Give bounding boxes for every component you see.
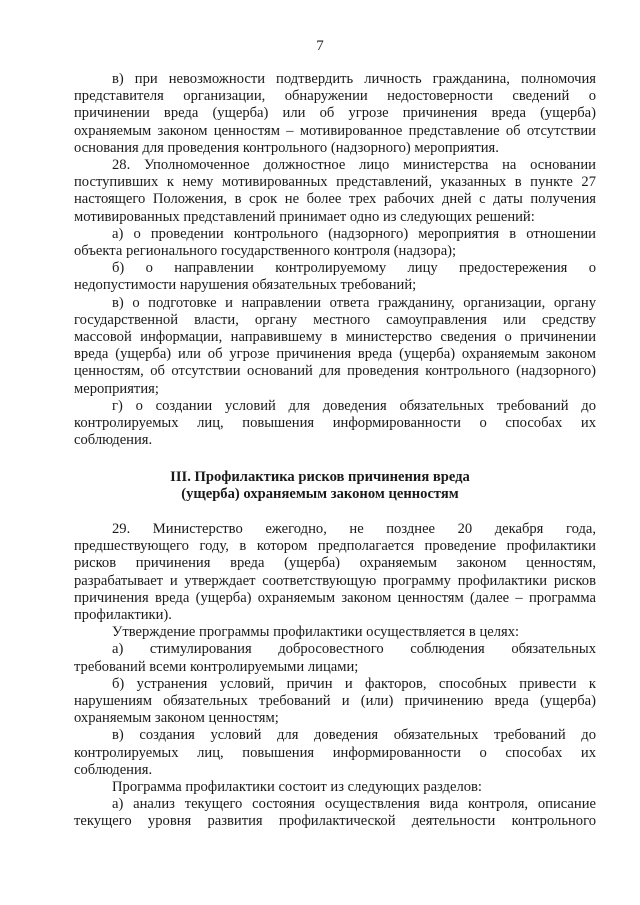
text-line: а) стимулирования добросовестного соблюдения обязательных <box>112 641 596 658</box>
text-line: соблюдения. <box>74 432 153 449</box>
text-line: в) создания условий для доведения обязательных требований до <box>112 727 596 744</box>
text-line: поступивших к нему мотивированных представлений, указанных в пункте 27 <box>74 174 596 191</box>
text-line: г) о создании условий для доведения обязательных требований до <box>112 397 596 414</box>
text-line: ценностям, об отсутствии оснований для проведения контрольного (надзорного) <box>74 363 596 380</box>
paragraph <box>74 157 596 226</box>
text-line: основания для проведения контрольного (надзорного) мероприятия. <box>74 139 499 156</box>
paragraph <box>74 398 596 450</box>
paragraph <box>74 521 596 624</box>
text-line: представителя организации, обнаружении недостоверности сведений о <box>74 88 596 105</box>
paragraph <box>74 226 596 260</box>
text-line: вреда (ущерба) или об угрозе причинения вреда (ущерба) охраняемым законом <box>74 346 596 363</box>
text-line: 29. Министерство ежегодно, не позднее 20 декабря года, <box>112 521 596 537</box>
text-line: охраняемым законом ценностям – мотивированное представление об отсутствии <box>74 122 596 139</box>
text-line: рисков причинения вреда (ущерба) охраняемым законом ценностям, <box>74 555 596 572</box>
page-number: 7 <box>316 38 324 54</box>
text-line: мотивированных представлений принимает одно из следующих решений: <box>74 208 535 225</box>
text-line: недопустимости нарушения обязательных требований; <box>74 277 417 294</box>
text-line: 28. Уполномоченное должностное лицо министерства на основании <box>112 157 596 174</box>
paragraph <box>74 641 596 675</box>
paragraph <box>74 727 596 779</box>
text-line: причинении вреда (ущерба) или об угрозе причинения вреда (ущерба) <box>74 105 596 122</box>
text-line: соблюдения. <box>74 761 153 778</box>
text-line: б) устранения условий, причин и факторов, способных привести к <box>112 675 596 692</box>
text-line: а) анализ текущего состояния осуществления вида контроля, описание <box>112 796 596 813</box>
paragraph <box>74 779 596 796</box>
section-heading-line-1: III. Профилактика рисков причинения вреда <box>170 469 470 485</box>
paragraph <box>74 676 596 728</box>
text-line: разрабатывает и утверждает соответствующую программу профилактики рисков <box>74 572 596 589</box>
paragraph <box>74 295 596 398</box>
text-line: объекта регионального государственного контроля (надзора); <box>74 243 457 260</box>
section-heading-line-2: (ущерба) охраняемым законом ценностям <box>181 486 459 503</box>
text-line: профилактики). <box>74 607 172 624</box>
text-line: в) при невозможности подтвердить личность гражданина, полномочия <box>112 71 596 87</box>
text-line: требований всеми контролируемыми лицами; <box>74 658 359 675</box>
top-text-block <box>74 71 596 449</box>
text-line: а) о проведении контрольного (надзорного) мероприятия в отношении <box>112 225 596 242</box>
text-line: Утверждение программы профилактики осуществляется в целях: <box>112 624 520 641</box>
bottom-text-block <box>74 521 596 831</box>
paragraph <box>74 624 596 641</box>
text-line: причинения вреда (ущерба) охраняемым законом ценностям (далее – программа <box>74 589 596 606</box>
paragraph <box>74 796 596 830</box>
text-line: охраняемым законом ценностям; <box>74 710 279 727</box>
text-line: предшествующего году, в котором предполагается проведение профилактики <box>74 538 596 555</box>
text-line: Программа профилактики состоит из следующих разделов: <box>112 779 482 796</box>
text-line: контролируемых лиц, повышения информированности о способах их <box>74 744 596 761</box>
text-line: массовой информации, направившему в министерство сведения о причинении <box>74 329 596 346</box>
paragraph <box>74 260 596 294</box>
text-line: нарушениям обязательных требований и (или) причинению вреда (ущерба) <box>74 693 596 710</box>
text-line: б) о направлении контролируемому лицу предостережения о <box>112 260 596 277</box>
paragraph <box>74 71 596 157</box>
section-heading <box>0 469 640 503</box>
text-line: в) о подготовке и направлении ответа гражданину, организации, органу <box>112 294 596 311</box>
text-line: контролируемых лиц, повышения информированности о способах их <box>74 415 596 432</box>
text-line: текущего уровня развития профилактической деятельности контрольного <box>74 813 596 830</box>
text-line: государственной власти, органу местного самоуправления или средству <box>74 311 596 328</box>
text-line: настоящего Положения, в срок не более трех рабочих дней с даты получения <box>74 191 596 208</box>
text-line: мероприятия; <box>74 380 159 397</box>
